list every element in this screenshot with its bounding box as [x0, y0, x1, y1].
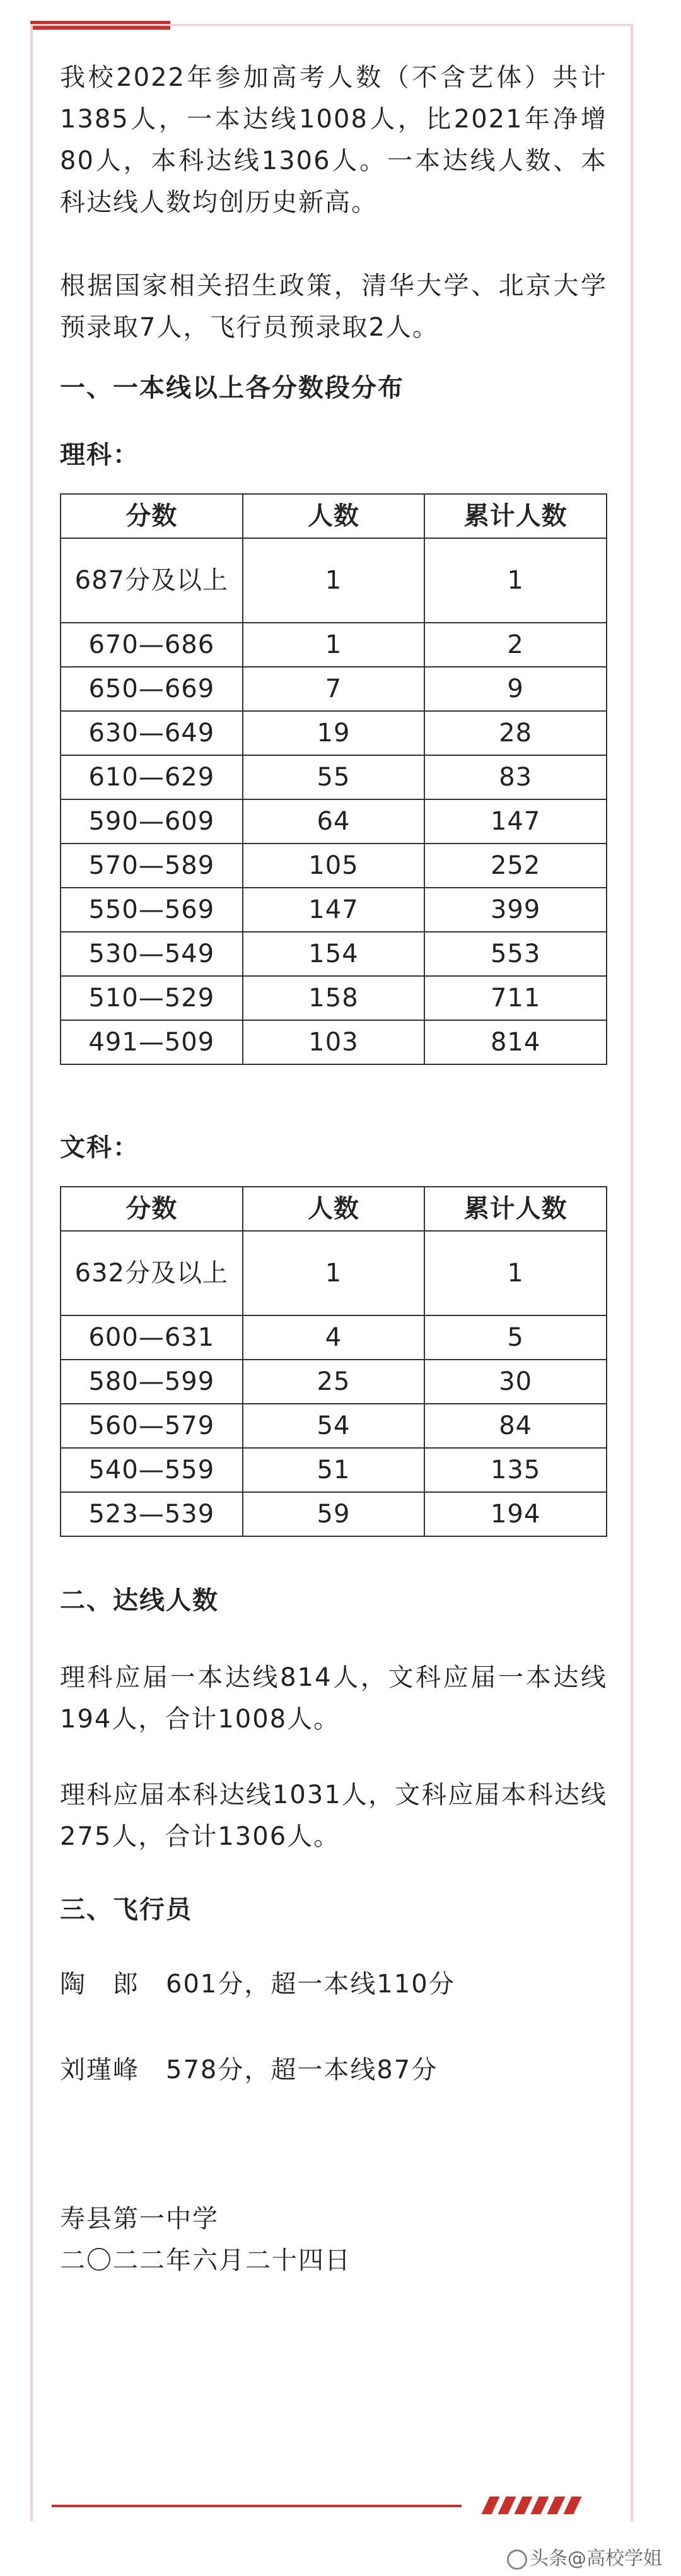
table-row [61, 1492, 607, 1536]
cell-cumulative: 83 [424, 755, 607, 799]
cell-count: 55 [243, 755, 425, 799]
section2-title: 二、达线人数 [60, 1586, 219, 1615]
table-row [61, 1020, 607, 1064]
cell-cumulative: 84 [424, 1404, 607, 1448]
cell-count: 54 [243, 1404, 425, 1448]
cell-cumulative: 135 [424, 1448, 607, 1492]
toutiao-icon [507, 2550, 527, 2570]
cell-score: 650—669 [61, 667, 243, 711]
cell-score: 687分及以上 [61, 538, 243, 623]
article-body [60, 57, 607, 2281]
cell-score: 610—629 [61, 755, 243, 799]
section1-title: 一、一本线以上各分数段分布 [60, 373, 404, 403]
cell-cumulative: 814 [424, 1020, 607, 1064]
cell-score: 560—579 [61, 1404, 243, 1448]
cell-score: 491—509 [61, 1020, 243, 1064]
section3-title: 三、飞行员 [60, 1895, 192, 1924]
science-table [60, 493, 607, 1065]
cell-count: 1 [243, 538, 425, 623]
science-table-header [61, 494, 607, 538]
cell-count: 7 [243, 667, 425, 711]
arts-label: 文科： [60, 1133, 139, 1162]
pilot-2: 刘瑾峰 578分，超一本线87分 [60, 2056, 438, 2085]
table-row [61, 755, 607, 799]
table-row [61, 799, 607, 844]
cell-cumulative: 147 [424, 799, 607, 844]
cell-score: 540—559 [61, 1448, 243, 1492]
cell-cumulative: 1 [424, 1231, 607, 1315]
cell-count: 103 [243, 1020, 425, 1064]
header-cumulative: 累计人数 [424, 1187, 607, 1231]
cell-count: 1 [243, 623, 425, 667]
watermark [507, 2543, 662, 2570]
cell-score: 510—529 [61, 976, 243, 1020]
cell-score: 590—609 [61, 799, 243, 844]
header-cumulative: 累计人数 [424, 494, 607, 538]
cell-score: 530—549 [61, 932, 243, 976]
section2-paragraph-1: 理科应届一本达线814人，文科应届一本达线194人，合计1008人。 [60, 1663, 607, 1734]
cell-score: 670—686 [61, 623, 243, 667]
cell-count: 154 [243, 932, 425, 976]
cell-score: 600—631 [61, 1315, 243, 1360]
header-score: 分数 [61, 494, 243, 538]
cell-cumulative: 28 [424, 711, 607, 755]
cell-score: 523—539 [61, 1492, 243, 1536]
cell-count: 4 [243, 1315, 425, 1360]
table-row [61, 1448, 607, 1492]
watermark-text: 头条@高校学姐 [530, 2548, 662, 2570]
cell-cumulative: 30 [424, 1360, 607, 1404]
cell-count: 25 [243, 1360, 425, 1404]
cell-count: 105 [243, 844, 425, 888]
cell-score: 570—589 [61, 844, 243, 888]
section2-paragraph-2: 理科应届本科达线1031人，文科应届本科达线275人，合计1306人。 [60, 1780, 607, 1851]
header-score: 分数 [61, 1187, 243, 1231]
cell-score: 550—569 [61, 888, 243, 932]
table-row [61, 623, 607, 667]
table-row [61, 538, 607, 623]
cell-count: 158 [243, 976, 425, 1020]
table-row [61, 1231, 607, 1315]
signature-date: 二〇二二年六月二十四日 [60, 2246, 351, 2275]
signature-school: 寿县第一中学 [60, 2204, 219, 2233]
cell-count: 64 [243, 799, 425, 844]
cell-count: 147 [243, 888, 425, 932]
table-row [61, 1404, 607, 1448]
cell-cumulative: 2 [424, 623, 607, 667]
cell-cumulative: 252 [424, 844, 607, 888]
header-count: 人数 [243, 494, 425, 538]
arts-table-header [61, 1187, 607, 1231]
cell-score: 630—649 [61, 711, 243, 755]
pilot-1: 陶 郎 601分，超一本线110分 [60, 1970, 455, 1999]
cell-score: 580—599 [61, 1360, 243, 1404]
science-label: 理科： [60, 440, 139, 469]
table-row [61, 1315, 607, 1360]
cell-cumulative: 553 [424, 932, 607, 976]
arts-table [60, 1186, 607, 1537]
table-row [61, 888, 607, 932]
header-count: 人数 [243, 1187, 425, 1231]
cell-score: 632分及以上 [61, 1231, 243, 1315]
cell-cumulative: 194 [424, 1492, 607, 1536]
cell-count: 1 [243, 1231, 425, 1315]
footer-divider [52, 2505, 462, 2507]
table-row [61, 844, 607, 888]
cell-cumulative: 711 [424, 976, 607, 1020]
table-row [61, 667, 607, 711]
table-row [61, 932, 607, 976]
cell-count: 51 [243, 1448, 425, 1492]
cell-cumulative: 399 [424, 888, 607, 932]
intro-paragraph-1: 我校2022年参加高考人数（不含艺体）共计1385人，一本达线1008人，比2021年净增80人，本科达线1306人。一本达线人数、本科达线人数均创历史新高。 [60, 63, 607, 217]
table-row [61, 711, 607, 755]
table-row [61, 1360, 607, 1404]
cell-cumulative: 9 [424, 667, 607, 711]
table-row [61, 976, 607, 1020]
cell-cumulative: 5 [424, 1315, 607, 1360]
cell-cumulative: 1 [424, 538, 607, 623]
footer-stripes [486, 2497, 590, 2514]
intro-paragraph-2: 根据国家相关招生政策，清华大学、北京大学预录取7人，飞行员预录取2人。 [60, 271, 607, 342]
cell-count: 59 [243, 1492, 425, 1536]
cell-count: 19 [243, 711, 425, 755]
